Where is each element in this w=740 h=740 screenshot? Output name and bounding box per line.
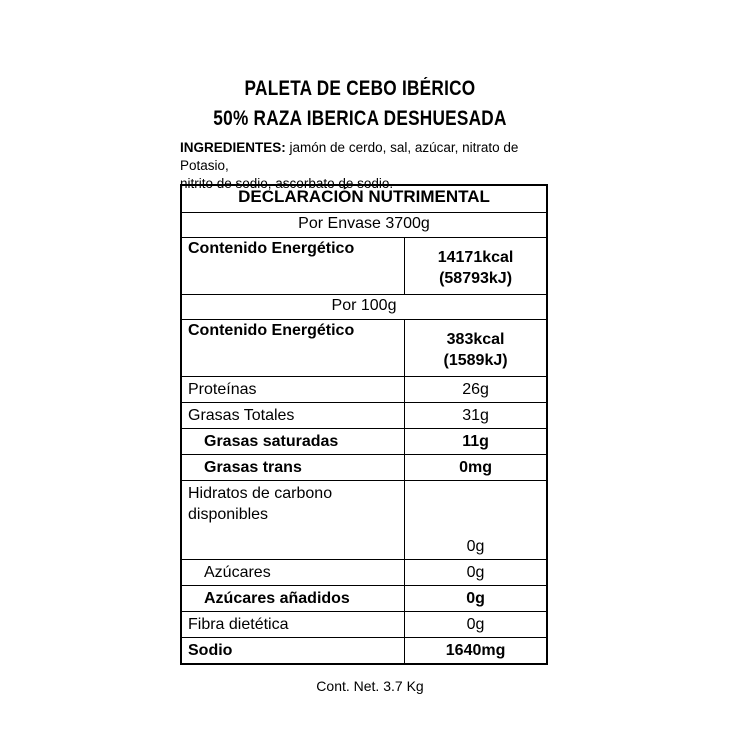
table-row [181, 481, 547, 560]
product-subtitle: 50% RAZA IBERICA DESHUESADA [213, 107, 507, 130]
nutrient-value: 0g [405, 586, 547, 612]
energy-kj-100g: (1589kJ) [443, 352, 508, 369]
energy-value-package [405, 238, 547, 295]
nutrient-value: 0g [405, 612, 547, 638]
product-title: PALETA DE CEBO IBÉRICO [244, 77, 476, 100]
table-row [181, 377, 547, 403]
net-content: Cont. Net. 3.7 Kg [316, 678, 424, 694]
table-row [181, 455, 547, 481]
table-row [181, 403, 547, 429]
nutrient-value: 0g [405, 481, 547, 560]
nutrient-value: 0mg [405, 455, 547, 481]
nutrient-label [181, 481, 405, 560]
nutrient-value: 0g [405, 560, 547, 586]
per-package-label: Por Envase 3700g [181, 213, 547, 238]
nutrient-label: Azúcares [181, 560, 405, 586]
table-row [181, 560, 547, 586]
ingredients-text-1: jamón de cerdo, sal, azúcar, nitrato de Potasio, [180, 140, 519, 173]
nutrient-value: 11g [405, 429, 547, 455]
energy-kj-package: (58793kJ) [439, 270, 513, 287]
nutrient-value: 31g [405, 403, 547, 429]
nutrient-label-line2: disponibles [188, 506, 269, 523]
ingredients-text-2: nitrito de sodio, ascorbato de sodio. [180, 176, 394, 191]
nutrient-value: 26g [405, 377, 547, 403]
energy-kcal-100g: 383kcal [446, 331, 505, 348]
energy-label-package: Contenido Energético [181, 238, 405, 295]
table-row [181, 429, 547, 455]
nutrient-label: Grasas trans [181, 455, 405, 481]
nutrition-heading: DECLARACIÓN NUTRIMENTAL [181, 185, 547, 213]
nutrient-label: Grasas Totales [181, 403, 405, 429]
nutrient-label: Fibra dietética [181, 612, 405, 638]
nutrition-table [180, 184, 548, 665]
ingredients-label: INGREDIENTES: [180, 140, 286, 155]
per-100g-label: Por 100g [181, 295, 547, 320]
table-row [181, 612, 547, 638]
energy-label-100g: Contenido Energético [181, 320, 405, 377]
nutrient-label: Grasas saturadas [181, 429, 405, 455]
table-row [181, 586, 547, 612]
nutrient-label: Azúcares añadidos [181, 586, 405, 612]
nutrient-label: Sodio [181, 638, 405, 665]
energy-kcal-package: 14171kcal [437, 249, 514, 266]
table-row [181, 638, 547, 665]
energy-value-100g [405, 320, 547, 377]
nutrient-value: 1640mg [405, 638, 547, 665]
nutrient-label-line1: Hidratos de carbono [188, 485, 333, 502]
nutrient-label: Proteínas [181, 377, 405, 403]
